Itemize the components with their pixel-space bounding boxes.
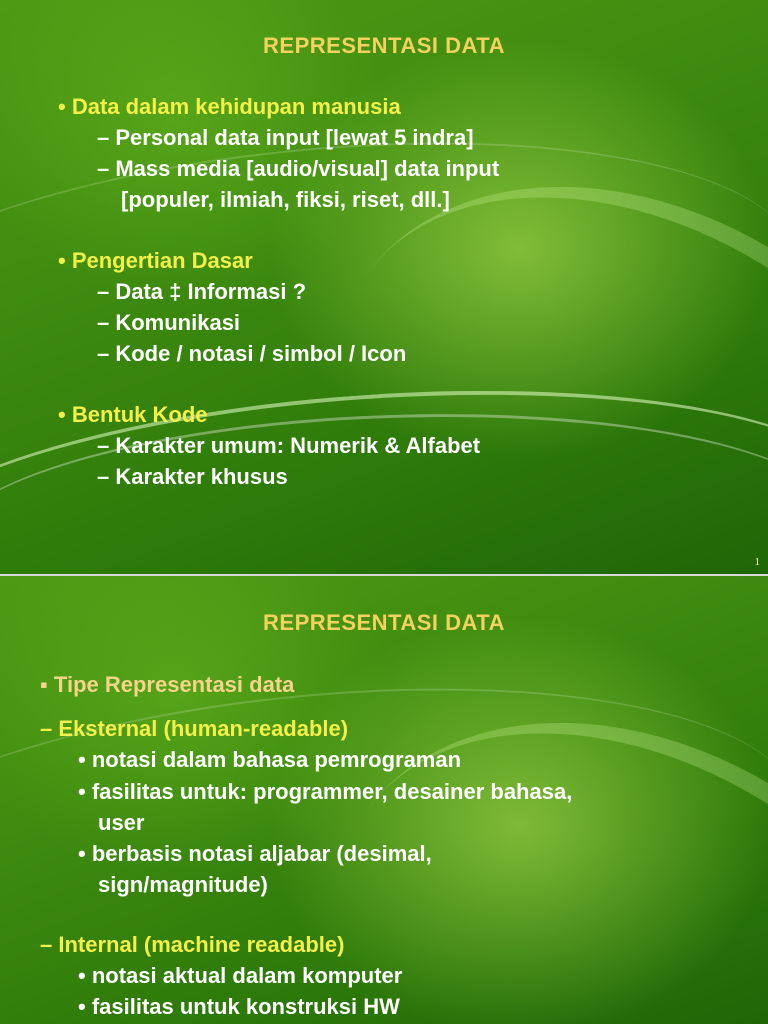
sub-bullet: – Komunikasi xyxy=(97,310,241,335)
sub-bullet: • fasilitas untuk: programmer, desainer bahasa, xyxy=(78,779,573,804)
section-heading: ▪ Tipe Representasi data xyxy=(40,672,295,697)
bullet-heading: • Bentuk Kode xyxy=(58,402,208,427)
sub-bullet: – Data ‡ Informasi ? xyxy=(97,279,307,304)
bullet-heading: • Pengertian Dasar xyxy=(58,248,253,273)
sub-bullet: – Karakter umum: Numerik & Alfabet xyxy=(97,433,481,458)
sub-bullet: – Personal data input [lewat 5 indra] xyxy=(97,125,474,150)
sub-bullet-continuation: sign/magnitude) xyxy=(98,872,268,897)
sub-bullet-continuation: [populer, ilmiah, fiksi, riset, dll.] xyxy=(121,187,450,212)
bullet-heading: • Data dalam kehidupan manusia xyxy=(58,94,401,119)
sub-bullet: – Mass media [audio/visual] data input xyxy=(97,156,500,181)
page-number: 1 xyxy=(754,556,760,568)
sub-bullet: • fasilitas untuk konstruksi HW xyxy=(78,994,400,1019)
sub-bullet: – Karakter khusus xyxy=(97,464,288,489)
sub-bullet: • notasi aktual dalam komputer xyxy=(78,963,403,988)
sub-bullet-continuation: user xyxy=(98,810,145,835)
sub-bullet: – Kode / notasi / simbol / Icon xyxy=(97,341,407,366)
slide-title: REPRESENTASI DATA xyxy=(263,610,505,635)
sub-bullet: • notasi dalam bahasa pemrograman xyxy=(78,747,462,772)
sub-bullet: • berbasis notasi aljabar (desimal, xyxy=(78,841,432,866)
background-swoosh xyxy=(215,602,768,1024)
bullet-heading: – Internal (machine readable) xyxy=(40,932,345,957)
bullet-heading: – Eksternal (human-readable) xyxy=(40,716,349,741)
slide-title: REPRESENTASI DATA xyxy=(263,33,505,58)
slide-2 xyxy=(0,576,768,1024)
